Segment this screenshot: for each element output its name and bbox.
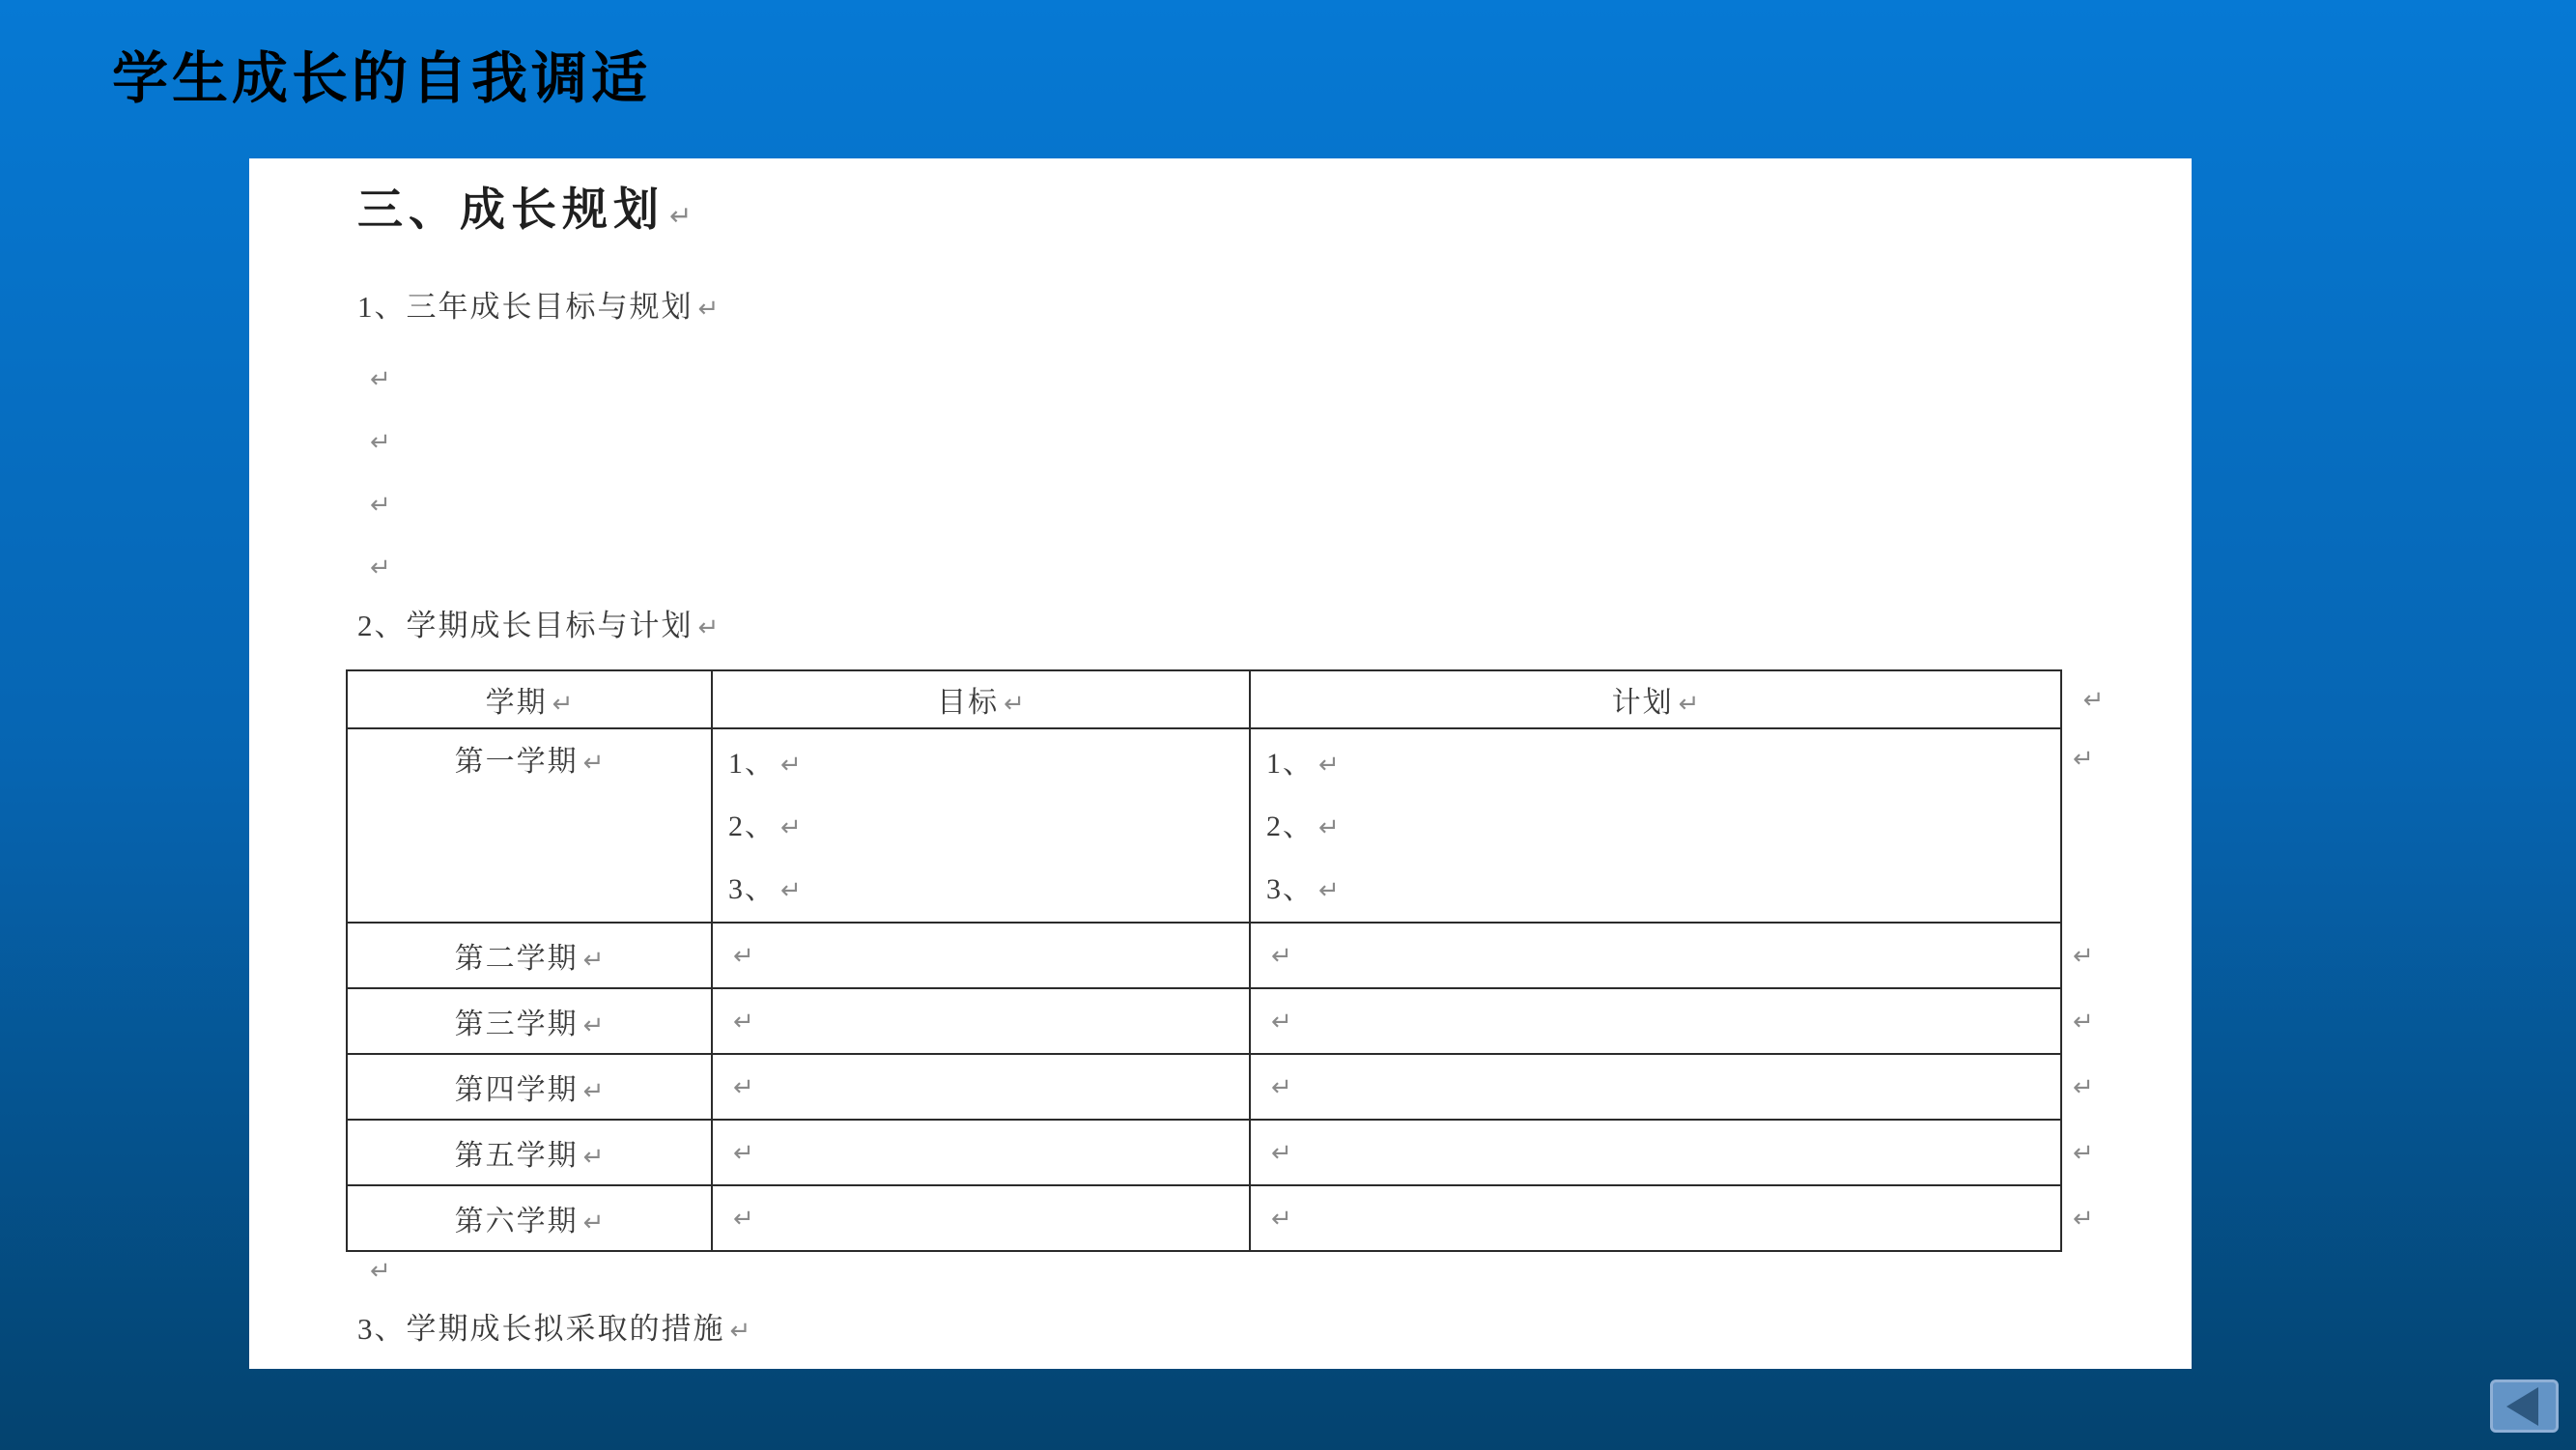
table-row <box>347 1120 2115 1185</box>
header-goal <box>712 670 1250 728</box>
document-heading-text: 三、成长规划 <box>357 185 665 236</box>
paragraph-mark-icon: ↵ <box>697 295 720 324</box>
paragraph-mark-icon: ↵ <box>370 427 391 457</box>
list-item-text: 1、 <box>728 748 776 780</box>
paragraph-mark-icon: ↵ <box>1271 1073 1292 1102</box>
list-item <box>1266 733 2060 796</box>
header-semester-text: 学期 <box>485 687 548 719</box>
header-semester <box>347 670 712 728</box>
table-row <box>347 728 2115 923</box>
section-2-label <box>357 601 719 644</box>
row-end-mark <box>2061 988 2115 1054</box>
goal-cell <box>712 1185 1250 1251</box>
empty-paragraph-marks <box>365 348 391 599</box>
semester-plan-table <box>346 669 2116 1252</box>
goal-cell <box>712 923 1250 988</box>
header-plan <box>1250 670 2061 728</box>
paragraph-mark-icon: ↵ <box>2073 745 2094 774</box>
paragraph-mark-icon: ↵ <box>1318 813 1340 842</box>
paragraph-mark-icon: ↵ <box>733 1205 754 1234</box>
empty-paragraph <box>365 536 391 599</box>
table-row <box>347 923 2115 988</box>
list-item-text: 2、 <box>728 810 776 842</box>
paragraph-mark-icon: ↵ <box>370 364 391 394</box>
paragraph-mark-icon: ↵ <box>370 490 391 520</box>
list-item <box>728 733 1249 796</box>
row-end-mark <box>2061 670 2115 728</box>
back-button[interactable] <box>2490 1379 2559 1433</box>
section-3-label <box>357 1304 750 1348</box>
paragraph-mark-icon: ↵ <box>697 613 720 642</box>
paragraph-mark-icon: ↵ <box>2073 1073 2094 1102</box>
paragraph-mark-icon: ↵ <box>733 942 754 971</box>
table-row <box>347 988 2115 1054</box>
paragraph-mark-icon: ↵ <box>552 690 574 719</box>
list-item <box>1266 796 2060 859</box>
paragraph-mark-icon: ↵ <box>1271 1008 1292 1037</box>
paragraph-mark-icon: ↵ <box>582 1208 605 1237</box>
list-item <box>1266 859 2060 922</box>
paragraph-mark-icon: ↵ <box>2073 1008 2094 1037</box>
goal-cell <box>712 1120 1250 1185</box>
paragraph-mark-icon: ↵ <box>780 876 802 905</box>
empty-paragraph <box>365 411 391 473</box>
paragraph-mark-icon: ↵ <box>729 1317 751 1346</box>
semester-label: 第六学期 <box>454 1206 579 1237</box>
row-end-mark <box>2061 728 2115 923</box>
paragraph-mark-icon: ↵ <box>733 1008 754 1037</box>
paragraph-mark-icon: ↵ <box>780 813 802 842</box>
header-plan-text: 计划 <box>1611 687 1674 719</box>
semester-cell <box>347 728 712 923</box>
paragraph-mark-icon: ↵ <box>733 1073 754 1102</box>
paragraph-mark-icon: ↵ <box>582 749 605 778</box>
empty-paragraph <box>365 348 391 411</box>
goal-cell <box>712 988 1250 1054</box>
paragraph-mark-icon: ↵ <box>582 946 605 975</box>
row-end-mark <box>2061 1185 2115 1251</box>
semester-label: 第五学期 <box>454 1140 579 1172</box>
paragraph-mark-icon: ↵ <box>1271 942 1292 971</box>
row-end-mark <box>2061 923 2115 988</box>
paragraph-mark-icon: ↵ <box>370 1257 391 1286</box>
plan-cell <box>1250 1185 2061 1251</box>
paragraph-mark-icon: ↵ <box>370 553 391 583</box>
section-2-text: 2、学期成长目标与计划 <box>357 609 694 642</box>
plan-cell <box>1250 923 2061 988</box>
list-item-text: 3、 <box>1266 873 1314 905</box>
paragraph-mark-icon: ↵ <box>1318 751 1340 780</box>
semester-label: 第三学期 <box>454 1009 579 1040</box>
goal-cell <box>712 728 1250 923</box>
semester-label: 第四学期 <box>454 1074 579 1106</box>
paragraph-mark-icon: ↵ <box>1271 1205 1292 1234</box>
row-end-mark <box>2061 1054 2115 1120</box>
semester-cell <box>347 923 712 988</box>
slide-title: 学生成长的自我调适 <box>112 47 652 110</box>
header-goal-text: 目标 <box>937 687 1000 719</box>
paragraph-mark-icon: ↵ <box>1678 690 1700 719</box>
paragraph-mark-icon: ↵ <box>2073 1205 2094 1234</box>
plan-cell <box>1250 988 2061 1054</box>
empty-paragraph <box>365 473 391 536</box>
empty-paragraph-after-table <box>365 1252 391 1291</box>
paragraph-mark-icon: ↵ <box>2073 942 2094 971</box>
semester-label: 第二学期 <box>454 943 579 975</box>
paragraph-mark-icon: ↵ <box>1271 1139 1292 1168</box>
list-item <box>728 859 1249 922</box>
semester-label: 第一学期 <box>454 746 579 778</box>
paragraph-mark-icon: ↵ <box>1318 876 1340 905</box>
document-heading <box>357 174 692 239</box>
goal-cell <box>712 1054 1250 1120</box>
section-1-label <box>357 282 719 326</box>
section-1-text: 1、三年成长目标与规划 <box>357 290 694 324</box>
paragraph-mark-icon: ↵ <box>582 1077 605 1106</box>
row-end-mark <box>2061 1120 2115 1185</box>
plan-cell <box>1250 1054 2061 1120</box>
paragraph-mark-icon: ↵ <box>780 751 802 780</box>
paragraph-mark-icon: ↵ <box>2073 1139 2094 1168</box>
list-item-text: 2、 <box>1266 810 1314 842</box>
semester-cell <box>347 1054 712 1120</box>
document-area <box>249 158 2192 1369</box>
table-header-row <box>347 670 2115 728</box>
paragraph-mark-icon: ↵ <box>733 1139 754 1168</box>
paragraph-mark-icon: ↵ <box>2082 686 2105 715</box>
back-arrow-icon <box>2506 1387 2538 1426</box>
paragraph-mark-icon: ↵ <box>669 200 693 232</box>
section-3-text: 3、学期成长拟采取的措施 <box>357 1312 725 1346</box>
list-item <box>728 796 1249 859</box>
list-item-text: 1、 <box>1266 748 1314 780</box>
semester-cell <box>347 1185 712 1251</box>
table-row <box>347 1054 2115 1120</box>
paragraph-mark-icon: ↵ <box>582 1011 605 1040</box>
plan-cell <box>1250 1120 2061 1185</box>
plan-cell <box>1250 728 2061 923</box>
table-row <box>347 1185 2115 1251</box>
paragraph-mark-icon: ↵ <box>582 1143 605 1172</box>
paragraph-mark-icon: ↵ <box>1004 690 1025 719</box>
semester-cell <box>347 988 712 1054</box>
list-item-text: 3、 <box>728 873 776 905</box>
semester-cell <box>347 1120 712 1185</box>
